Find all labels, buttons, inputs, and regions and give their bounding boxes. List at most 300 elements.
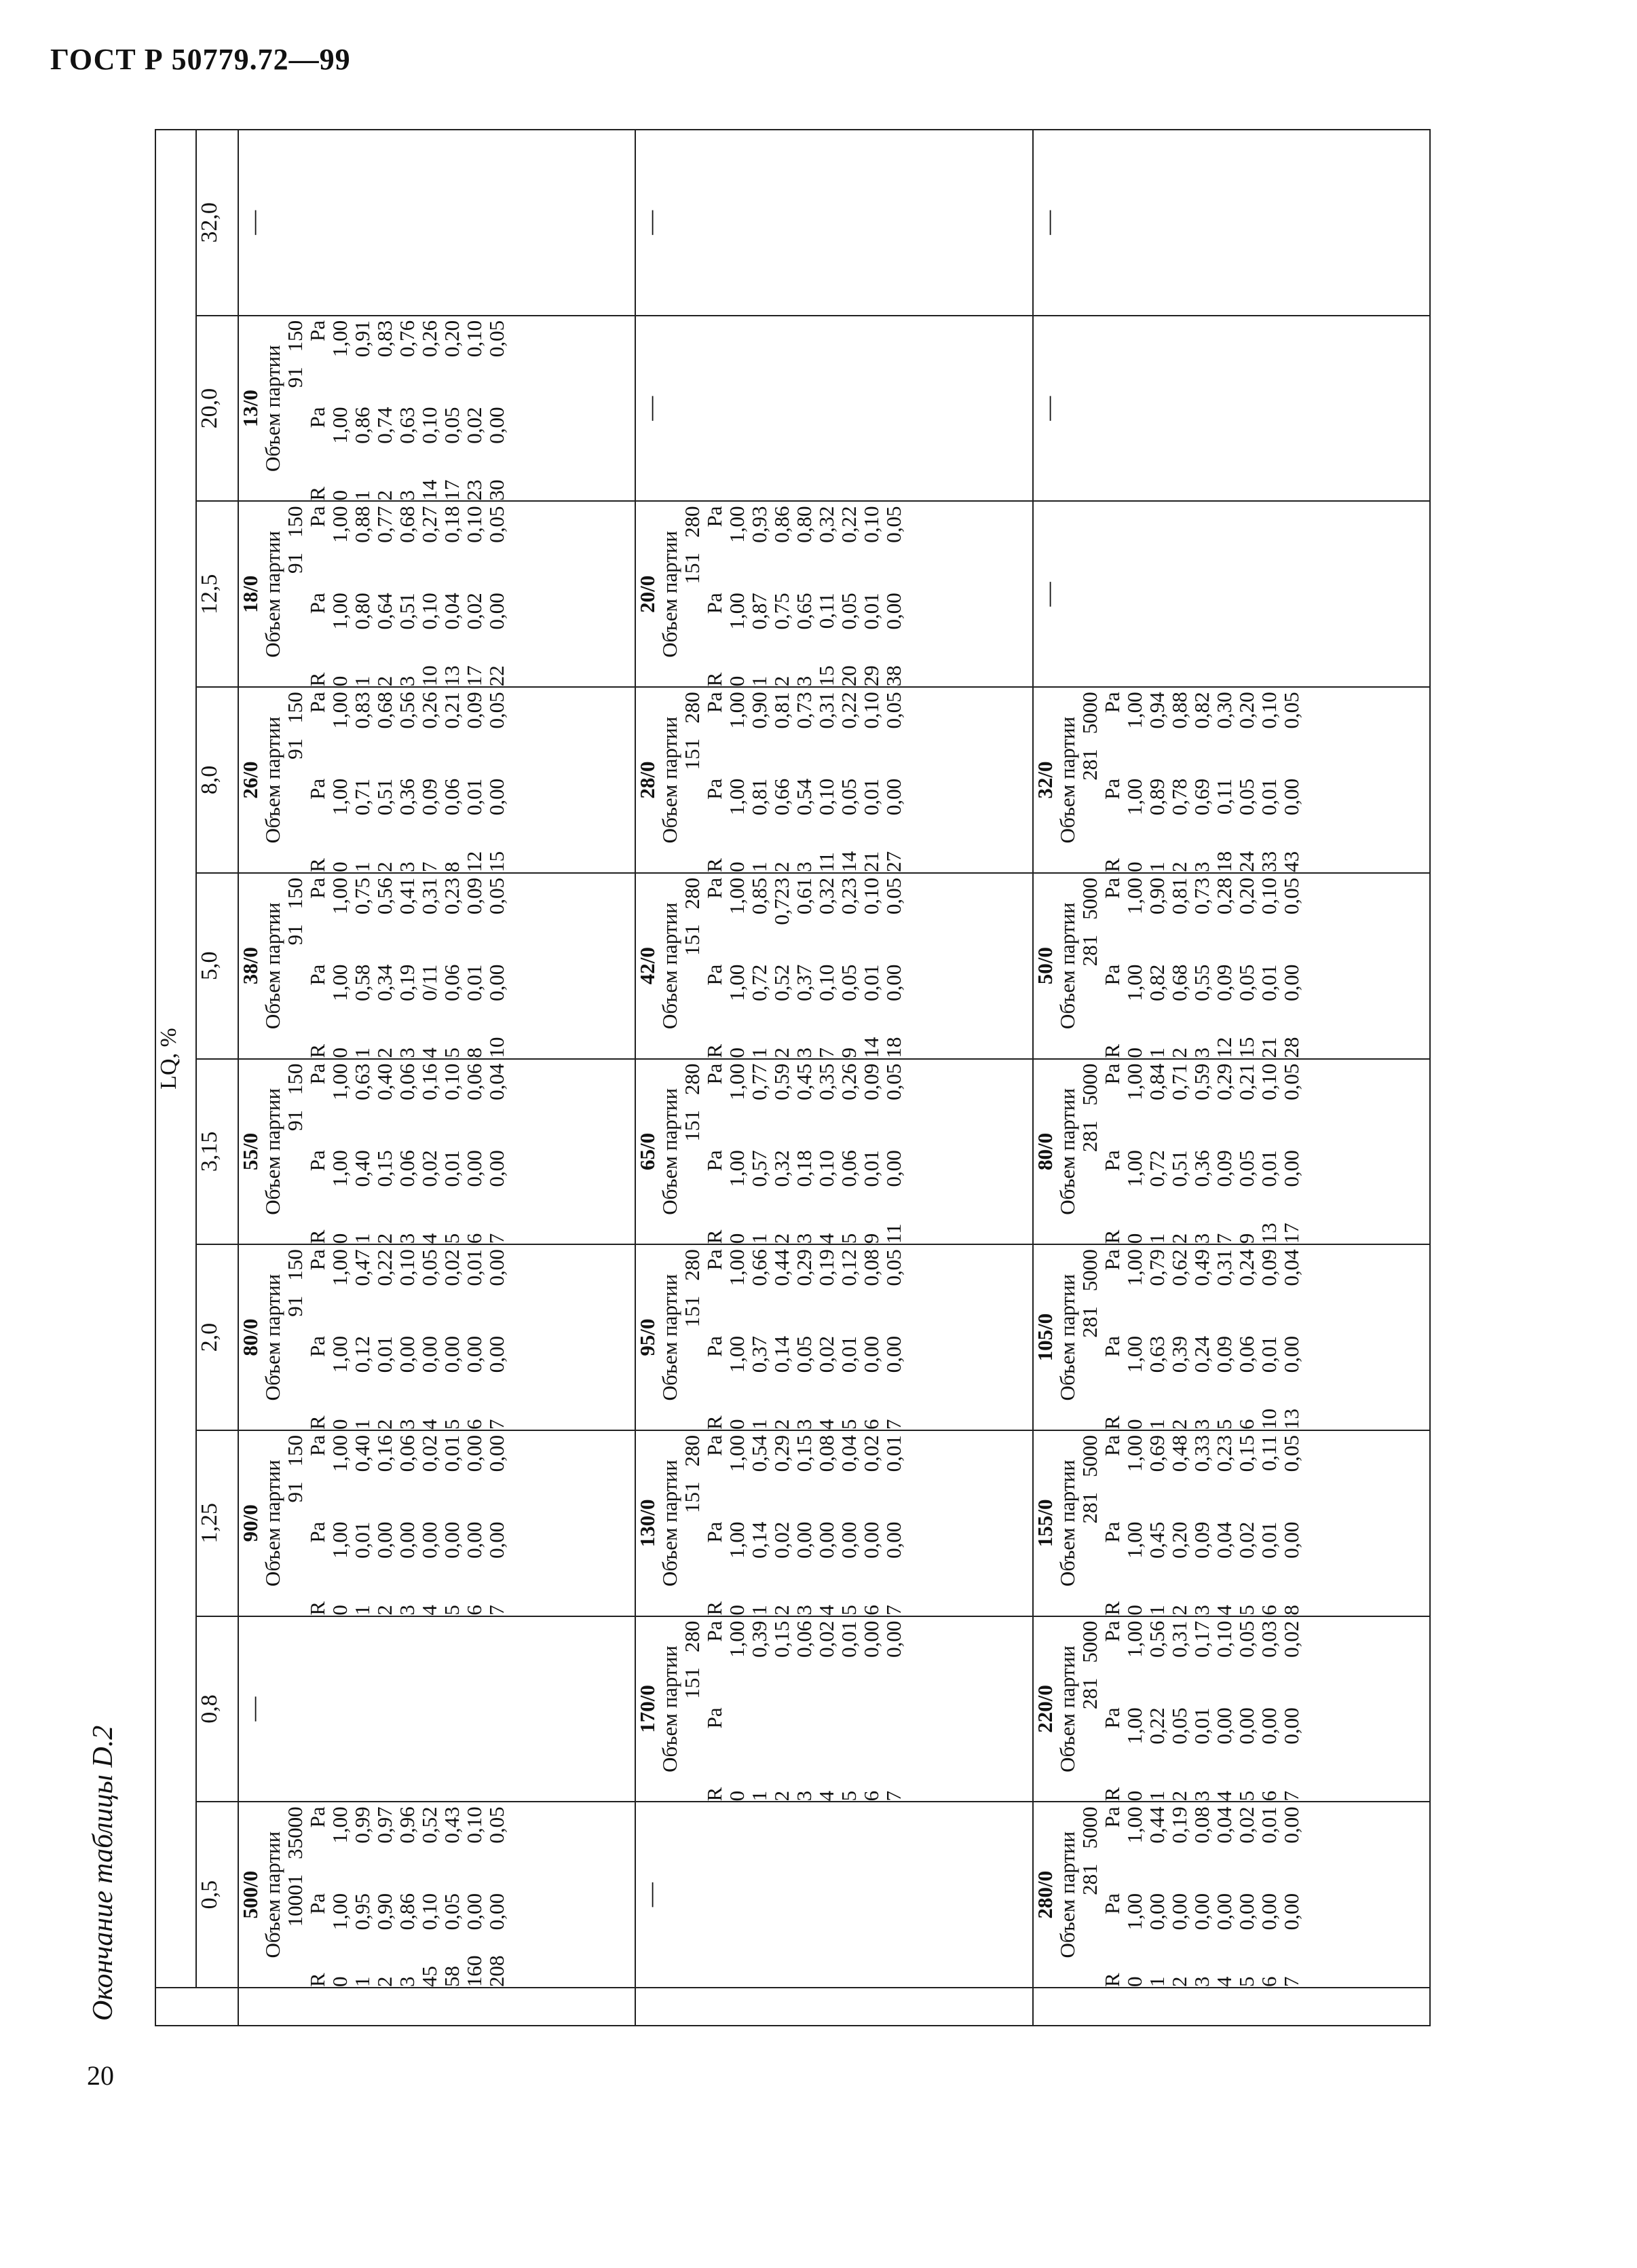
reject-number: 5 bbox=[440, 1047, 464, 1058]
plan-data-row bbox=[1258, 1060, 1280, 1244]
acceptance-probability: 0,19 bbox=[395, 964, 419, 1001]
reject-number: 29 bbox=[859, 665, 884, 687]
plan-code: 18/0 bbox=[238, 575, 262, 613]
column-header-row bbox=[196, 130, 238, 2026]
lq-column-header: 5,0 bbox=[196, 873, 238, 1059]
sampling-plan bbox=[239, 874, 508, 1058]
sampling-plan-cell bbox=[238, 687, 635, 873]
acceptance-probability: 0,69 bbox=[1189, 778, 1213, 816]
acceptance-probability: 0,54 bbox=[747, 1434, 772, 1472]
plan-column-labels bbox=[1101, 1060, 1123, 1244]
sampling-plan bbox=[239, 1060, 508, 1244]
lot-size-label: Объем партии bbox=[261, 1460, 284, 1587]
acceptance-probability: 0,11 bbox=[814, 593, 839, 629]
lot-size-range bbox=[681, 874, 703, 1058]
plan-data-row bbox=[396, 874, 418, 1058]
sampling-plan bbox=[1034, 1245, 1302, 1430]
plan-data-row bbox=[1190, 1802, 1213, 1987]
lot-size-value: 5000 bbox=[1077, 1620, 1102, 1663]
reject-number: 15 bbox=[814, 665, 839, 687]
sampling-plan-cell bbox=[635, 873, 1032, 1059]
lot-size-value: 281 bbox=[1077, 1120, 1102, 1153]
reject-number: 3 bbox=[395, 861, 419, 872]
plan-column-label: R bbox=[1099, 1601, 1124, 1616]
reject-number: 18 bbox=[882, 1037, 906, 1058]
acceptance-probability: 0,99 bbox=[350, 1806, 374, 1844]
acceptance-probability: 0,86 bbox=[770, 506, 794, 543]
reject-number: 4 bbox=[417, 1605, 441, 1616]
lot-size-value: 150 bbox=[283, 506, 307, 538]
lot-size-value: 151 bbox=[680, 1295, 704, 1328]
acceptance-probability: 0,15 bbox=[792, 1434, 816, 1472]
plan-data-row bbox=[1146, 874, 1168, 1058]
acceptance-probability: 0,00 bbox=[485, 1150, 508, 1187]
reject-number: 8 bbox=[440, 861, 464, 872]
lot-size-label: Объем партии bbox=[261, 1831, 284, 1958]
reject-number: 3 bbox=[1189, 1790, 1213, 1802]
reject-number: 7 bbox=[417, 861, 441, 872]
plan-data-row bbox=[1190, 874, 1213, 1058]
acceptance-probability: 0,35 bbox=[814, 1063, 839, 1100]
plan-data-row bbox=[1213, 1617, 1235, 1802]
plan-column-labels bbox=[306, 688, 328, 872]
reject-number: 4 bbox=[1211, 1976, 1236, 1987]
acceptance-probability: 0,00 bbox=[859, 1335, 884, 1373]
plan-data-row bbox=[1280, 1617, 1302, 1802]
plan-column-label: R bbox=[702, 1229, 727, 1244]
acceptance-probability: 0,06 bbox=[792, 1620, 816, 1658]
lot-size-range bbox=[284, 1060, 306, 1244]
acceptance-probability: 0,20 bbox=[1167, 1521, 1191, 1559]
plan-column-label: Pa bbox=[305, 1150, 329, 1172]
lq-column-header: 20,0 bbox=[196, 316, 238, 502]
lot-size-range bbox=[1078, 1245, 1101, 1430]
plan-data-row bbox=[1258, 688, 1280, 872]
plan-data-row bbox=[1235, 688, 1258, 872]
reject-number: 17 bbox=[462, 665, 486, 687]
reject-number: 8 bbox=[1279, 1605, 1303, 1616]
plan-data-row bbox=[1280, 1431, 1302, 1616]
acceptance-probability: 0,59 bbox=[770, 1063, 794, 1100]
acceptance-probability: 0,57 bbox=[747, 1150, 772, 1187]
acceptance-probability: 0,64 bbox=[373, 593, 396, 630]
lot-size-value: 91 bbox=[283, 1295, 307, 1317]
plan-data-row bbox=[838, 1060, 860, 1244]
acceptance-probability: 0,05 bbox=[882, 1249, 906, 1286]
plan-column-label: Pa bbox=[702, 778, 727, 800]
acceptance-probability: 0,08 bbox=[859, 1249, 884, 1286]
plan-code: 38/0 bbox=[238, 947, 262, 985]
acceptance-probability: 0,41 bbox=[395, 877, 419, 915]
lot-size-range bbox=[284, 688, 306, 872]
acceptance-probability: 0,90 bbox=[1144, 877, 1169, 915]
reject-number: 2 bbox=[770, 675, 794, 687]
acceptance-probability: 0,86 bbox=[395, 1893, 419, 1931]
lot-size-value: 5000 bbox=[1077, 1434, 1102, 1477]
acceptance-probability: 0,00 bbox=[1279, 964, 1303, 1001]
reject-number: 1 bbox=[350, 1233, 374, 1244]
acceptance-probability: 0,26 bbox=[417, 320, 441, 358]
acceptance-probability: 0,00 bbox=[417, 1521, 441, 1559]
acceptance-probability: 0,77 bbox=[373, 506, 396, 543]
plan-data-row bbox=[440, 316, 463, 501]
empty-cell-dash: — bbox=[635, 1802, 1032, 1988]
acceptance-probability: 0,05 bbox=[1167, 1707, 1191, 1745]
acceptance-probability: 0,00 bbox=[485, 1434, 508, 1472]
sampling-plan-cell bbox=[238, 316, 635, 502]
plan-column-label: Pa bbox=[305, 877, 329, 899]
sampling-plan-table bbox=[155, 129, 1431, 2026]
acceptance-probability: 0,49 bbox=[1189, 1249, 1213, 1286]
reject-number: 3 bbox=[395, 1976, 419, 1987]
acceptance-probability: 0,11 bbox=[1256, 1434, 1281, 1472]
lot-size-label: Объем партии bbox=[1055, 902, 1079, 1030]
plan-column-label: Pa bbox=[305, 593, 329, 614]
lot-size-label: Объем партии bbox=[1055, 1088, 1079, 1215]
acceptance-probability: 0,05 bbox=[485, 1806, 508, 1844]
table-row bbox=[635, 130, 1032, 2026]
table-caption: Окончание таблицы D.2 bbox=[88, 1725, 119, 2021]
acceptance-probability: 0,21 bbox=[440, 692, 464, 729]
plan-data-row bbox=[440, 1060, 463, 1244]
reject-number: 0 bbox=[725, 1047, 749, 1058]
acceptance-probability: 0,01 bbox=[859, 964, 884, 1001]
plan-data-row bbox=[1280, 1245, 1302, 1430]
acceptance-probability: 0,00 bbox=[882, 778, 906, 816]
plan-code: 42/0 bbox=[635, 947, 660, 985]
reject-number: 1 bbox=[350, 1605, 374, 1616]
plan-data-row bbox=[1258, 1431, 1280, 1616]
sampling-plan-cell bbox=[1033, 873, 1430, 1059]
reject-number: 11 bbox=[882, 1223, 906, 1244]
reject-number: 5 bbox=[837, 1419, 861, 1430]
reject-number: 21 bbox=[859, 851, 884, 872]
lot-size-range bbox=[681, 1431, 703, 1616]
lot-size-range bbox=[1078, 1617, 1101, 1802]
lot-size-range bbox=[1078, 688, 1101, 872]
acceptance-probability: 0,10 bbox=[1256, 1063, 1281, 1100]
lot-size-label: Объем партии bbox=[261, 1088, 284, 1215]
plan-code: 50/0 bbox=[1032, 947, 1057, 985]
acceptance-probability: 0,80 bbox=[792, 506, 816, 543]
acceptance-probability: 0,20 bbox=[1234, 692, 1258, 729]
reject-number: 4 bbox=[814, 1790, 839, 1802]
lot-size-range bbox=[681, 1245, 703, 1430]
reject-number: 7 bbox=[882, 1790, 906, 1802]
acceptance-probability: 0,72 bbox=[747, 964, 772, 1001]
reject-number: 0 bbox=[725, 1605, 749, 1616]
acceptance-probability: 0,63 bbox=[350, 1063, 374, 1100]
lot-size-value: 151 bbox=[680, 553, 704, 584]
reject-number: 1 bbox=[747, 1605, 772, 1616]
reject-number: 4 bbox=[814, 1605, 839, 1616]
plan-data-row bbox=[1280, 688, 1302, 872]
plan-data-row bbox=[440, 688, 463, 872]
acceptance-probability: 1,00 bbox=[328, 964, 352, 1001]
reject-number: 7 bbox=[882, 1419, 906, 1430]
acceptance-probability: 0,00 bbox=[462, 1335, 486, 1373]
plan-data-row bbox=[328, 1431, 351, 1616]
acceptance-probability: 0,04 bbox=[1279, 1249, 1303, 1286]
plan-data-row bbox=[1190, 1617, 1213, 1802]
acceptance-probability: 0,02 bbox=[462, 407, 486, 444]
acceptance-probability: 0,00 bbox=[440, 1521, 464, 1559]
acceptance-probability: 0,22 bbox=[1144, 1707, 1169, 1745]
acceptance-probability: 0,52 bbox=[770, 964, 794, 1001]
plan-data-row bbox=[396, 1431, 418, 1616]
reject-number: 24 bbox=[1234, 851, 1258, 872]
acceptance-probability: 0,62 bbox=[1167, 1249, 1191, 1286]
lot-size-value: 91 bbox=[283, 553, 307, 574]
reject-number: 0 bbox=[328, 1976, 352, 1987]
reject-number: 6 bbox=[859, 1605, 884, 1616]
lot-size-range bbox=[1078, 1431, 1101, 1616]
plan-data-row bbox=[860, 1617, 882, 1802]
reject-number: 2 bbox=[373, 675, 396, 687]
acceptance-probability: 1,00 bbox=[328, 593, 352, 630]
reject-number: 2 bbox=[373, 1976, 396, 1987]
lot-size-label: Объем партии bbox=[261, 1274, 284, 1401]
acceptance-probability: 0,16 bbox=[373, 1434, 396, 1472]
acceptance-probability: 0,84 bbox=[1144, 1063, 1169, 1100]
empty-cell-dash: — bbox=[238, 1616, 635, 1802]
acceptance-probability: 0,78 bbox=[1167, 778, 1191, 816]
lot-size-value: 151 bbox=[680, 1110, 704, 1142]
plan-column-label: R bbox=[1099, 1787, 1124, 1802]
acceptance-probability: 0,00 bbox=[485, 1893, 508, 1931]
plan-data-row bbox=[838, 1245, 860, 1430]
reject-number: 15 bbox=[1234, 1037, 1258, 1058]
acceptance-probability: 0,82 bbox=[1144, 964, 1169, 1001]
reject-number: 3 bbox=[1189, 1976, 1213, 1987]
acceptance-probability: 0,83 bbox=[373, 320, 396, 358]
acceptance-probability: 0,10 bbox=[814, 964, 839, 1001]
lot-size-value: 280 bbox=[680, 692, 704, 724]
acceptance-probability: 0,00 bbox=[417, 1335, 441, 1373]
plan-data-row bbox=[1168, 1431, 1190, 1616]
reject-number: 4 bbox=[814, 1233, 839, 1244]
plan-column-label: Pa bbox=[702, 1150, 727, 1172]
lot-size-value: 151 bbox=[680, 924, 704, 956]
acceptance-probability: 1,00 bbox=[1122, 1150, 1146, 1187]
acceptance-probability: 0,10 bbox=[395, 1249, 419, 1286]
acceptance-probability: 0,56 bbox=[395, 692, 419, 729]
plan-column-labels bbox=[306, 1431, 328, 1616]
sampling-plan-cell bbox=[238, 502, 635, 688]
lq-column-header: 2,0 bbox=[196, 1244, 238, 1430]
reject-number: 5 bbox=[1234, 1790, 1258, 1802]
plan-column-labels bbox=[306, 874, 328, 1058]
sampling-plan-cell bbox=[1033, 1059, 1430, 1245]
acceptance-probability: 0,52 bbox=[417, 1806, 441, 1844]
plan-data-row bbox=[1123, 1245, 1146, 1430]
lq-column-header: 8,0 bbox=[196, 687, 238, 873]
sampling-plan bbox=[636, 688, 905, 872]
acceptance-probability: 0,29 bbox=[792, 1249, 816, 1286]
plan-column-labels bbox=[306, 1802, 328, 1987]
acceptance-probability: 0,05 bbox=[485, 692, 508, 729]
acceptance-probability: 0,76 bbox=[395, 320, 419, 358]
plan-data-row bbox=[485, 316, 508, 501]
acceptance-probability: 0,75 bbox=[350, 877, 374, 915]
plan-column-labels bbox=[703, 688, 726, 872]
acceptance-probability: 0,20 bbox=[1234, 877, 1258, 915]
plan-column-label: Pa bbox=[1099, 778, 1124, 800]
plan-data-row bbox=[770, 502, 793, 687]
plan-data-row bbox=[351, 1060, 373, 1244]
acceptance-probability: 0,00 bbox=[859, 1620, 884, 1658]
acceptance-probability: 0,05 bbox=[1279, 1063, 1303, 1100]
plan-column-label: R bbox=[305, 486, 329, 501]
acceptance-probability: 0,37 bbox=[792, 964, 816, 1001]
plan-data-row bbox=[748, 502, 770, 687]
plan-data-row bbox=[1123, 1431, 1146, 1616]
acceptance-probability: 0,05 bbox=[882, 692, 906, 729]
reject-number: 1 bbox=[350, 861, 374, 872]
plan-column-label: R bbox=[1099, 1973, 1124, 1987]
acceptance-probability: 0,10 bbox=[417, 407, 441, 444]
plan-column-label: Pa bbox=[1099, 1150, 1124, 1172]
acceptance-probability: 0,00 bbox=[440, 1335, 464, 1373]
reject-number: 2 bbox=[1167, 861, 1191, 872]
acceptance-probability: 0,01 bbox=[462, 964, 486, 1001]
plan-data-row bbox=[860, 688, 882, 872]
plan-data-row bbox=[328, 502, 351, 687]
acceptance-probability: 0,04 bbox=[1211, 1521, 1236, 1559]
plan-data-row bbox=[882, 1060, 905, 1244]
acceptance-probability: 1,00 bbox=[1122, 964, 1146, 1001]
sampling-plan bbox=[1034, 1431, 1302, 1616]
plan-data-row bbox=[485, 874, 508, 1058]
plan-column-label: R bbox=[305, 1229, 329, 1244]
reject-number: 7 bbox=[485, 1233, 508, 1244]
reject-number: 2 bbox=[373, 861, 396, 872]
reject-number: 0 bbox=[1122, 1790, 1146, 1802]
acceptance-probability: 1,00 bbox=[725, 877, 749, 915]
acceptance-probability: 0,00 bbox=[395, 1335, 419, 1373]
reject-number: 1 bbox=[1144, 1976, 1169, 1987]
lot-size-label: Объем партии bbox=[658, 1460, 682, 1587]
plan-data-row bbox=[815, 1060, 838, 1244]
sampling-plan bbox=[1034, 688, 1302, 872]
acceptance-probability: 1,00 bbox=[328, 1521, 352, 1559]
plan-data-row bbox=[463, 502, 485, 687]
acceptance-probability: 0,00 bbox=[1279, 1893, 1303, 1931]
acceptance-probability: 0,18 bbox=[440, 506, 464, 543]
reject-number: 5 bbox=[837, 1605, 861, 1616]
acceptance-probability: 0,90 bbox=[373, 1893, 396, 1931]
acceptance-probability: 0,01 bbox=[373, 1335, 396, 1373]
reject-number: 2 bbox=[770, 1047, 794, 1058]
plan-data-row bbox=[815, 502, 838, 687]
reject-number: 0 bbox=[725, 1790, 749, 1802]
plan-column-label: Pa bbox=[1099, 1521, 1124, 1543]
sampling-plan bbox=[636, 1617, 905, 1802]
acceptance-probability: 0,68 bbox=[395, 506, 419, 543]
lq-column-header: 12,5 bbox=[196, 502, 238, 688]
plan-data-row bbox=[748, 688, 770, 872]
plan-data-row bbox=[440, 502, 463, 687]
plan-code: 130/0 bbox=[635, 1499, 660, 1548]
acceptance-probability: 0,40 bbox=[350, 1150, 374, 1187]
acceptance-probability: 0,00 bbox=[882, 1620, 906, 1658]
plan-data-row bbox=[463, 1060, 485, 1244]
acceptance-probability: 0,00 bbox=[1234, 1707, 1258, 1745]
acceptance-probability: 0,17 bbox=[1189, 1620, 1213, 1658]
reject-number: 3 bbox=[395, 1419, 419, 1430]
plan-data-row bbox=[463, 1431, 485, 1616]
acceptance-probability bbox=[793, 1707, 815, 1770]
acceptance-probability: 0,00 bbox=[485, 593, 508, 630]
plan-data-row bbox=[1123, 1802, 1146, 1987]
reject-number: 15 bbox=[485, 851, 508, 872]
plan-data-row bbox=[396, 316, 418, 501]
plan-code: 80/0 bbox=[1032, 1132, 1057, 1170]
plan-code: 26/0 bbox=[238, 761, 262, 799]
acceptance-probability: 0,44 bbox=[1144, 1806, 1169, 1844]
sampling-plan bbox=[1034, 1617, 1302, 1802]
acceptance-probability: 0,31 bbox=[1167, 1620, 1191, 1658]
plan-data-row bbox=[440, 874, 463, 1058]
plan-data-row bbox=[1235, 1802, 1258, 1987]
plan-data-row bbox=[373, 688, 396, 872]
plan-column-labels bbox=[306, 316, 328, 501]
reject-number: 4 bbox=[1211, 1605, 1236, 1616]
sampling-plan-cell bbox=[635, 1059, 1032, 1245]
plan-data-row bbox=[770, 1245, 793, 1430]
plan-data-row bbox=[418, 1431, 440, 1616]
plan-data-row bbox=[1213, 874, 1235, 1058]
plan-column-label: Pa bbox=[702, 593, 727, 614]
acceptance-probability: 0,37 bbox=[747, 1335, 772, 1373]
acceptance-probability: 0,10 bbox=[1211, 1620, 1236, 1658]
reject-number: 0 bbox=[725, 861, 749, 872]
acceptance-probability: 0,00 bbox=[485, 1521, 508, 1559]
reject-number: 3 bbox=[792, 861, 816, 872]
plan-column-label: R bbox=[305, 1973, 329, 1987]
acceptance-probability: 0,05 bbox=[1279, 692, 1303, 729]
plan-data-row bbox=[463, 874, 485, 1058]
acceptance-probability: 0,31 bbox=[1211, 1249, 1236, 1286]
plan-data-row bbox=[351, 1431, 373, 1616]
sampling-plan-cell bbox=[238, 873, 635, 1059]
lot-size-value: 150 bbox=[283, 320, 307, 352]
lot-size-value: 150 bbox=[283, 877, 307, 910]
acceptance-probability: 1,00 bbox=[725, 1335, 749, 1373]
reject-number: 1 bbox=[1144, 1419, 1169, 1430]
sampling-plan bbox=[239, 316, 508, 501]
acceptance-probability: 0,12 bbox=[837, 1249, 861, 1286]
plan-data-row bbox=[770, 1431, 793, 1616]
reject-number: 5 bbox=[837, 1790, 861, 1802]
reject-number: 6 bbox=[462, 1233, 486, 1244]
reject-number: 1 bbox=[1144, 1047, 1169, 1058]
acceptance-probability: 0,72 bbox=[1144, 1150, 1169, 1187]
acceptance-probability: 1,00 bbox=[725, 1521, 749, 1559]
plan-data-row bbox=[1146, 1431, 1168, 1616]
plan-data-row bbox=[860, 502, 882, 687]
plan-data-row bbox=[1258, 874, 1280, 1058]
reject-number: 7 bbox=[1279, 1976, 1303, 1987]
plan-column-labels bbox=[703, 1245, 726, 1430]
reject-number: 3 bbox=[395, 1233, 419, 1244]
lot-size-range bbox=[1078, 1060, 1101, 1244]
acceptance-probability: 0,43 bbox=[440, 1806, 464, 1844]
reject-number: 1 bbox=[350, 1976, 374, 1987]
acceptance-probability: 0,97 bbox=[373, 1806, 396, 1844]
sampling-plan-cell bbox=[635, 1430, 1032, 1616]
acceptance-probability: 0,00 bbox=[485, 1249, 508, 1286]
